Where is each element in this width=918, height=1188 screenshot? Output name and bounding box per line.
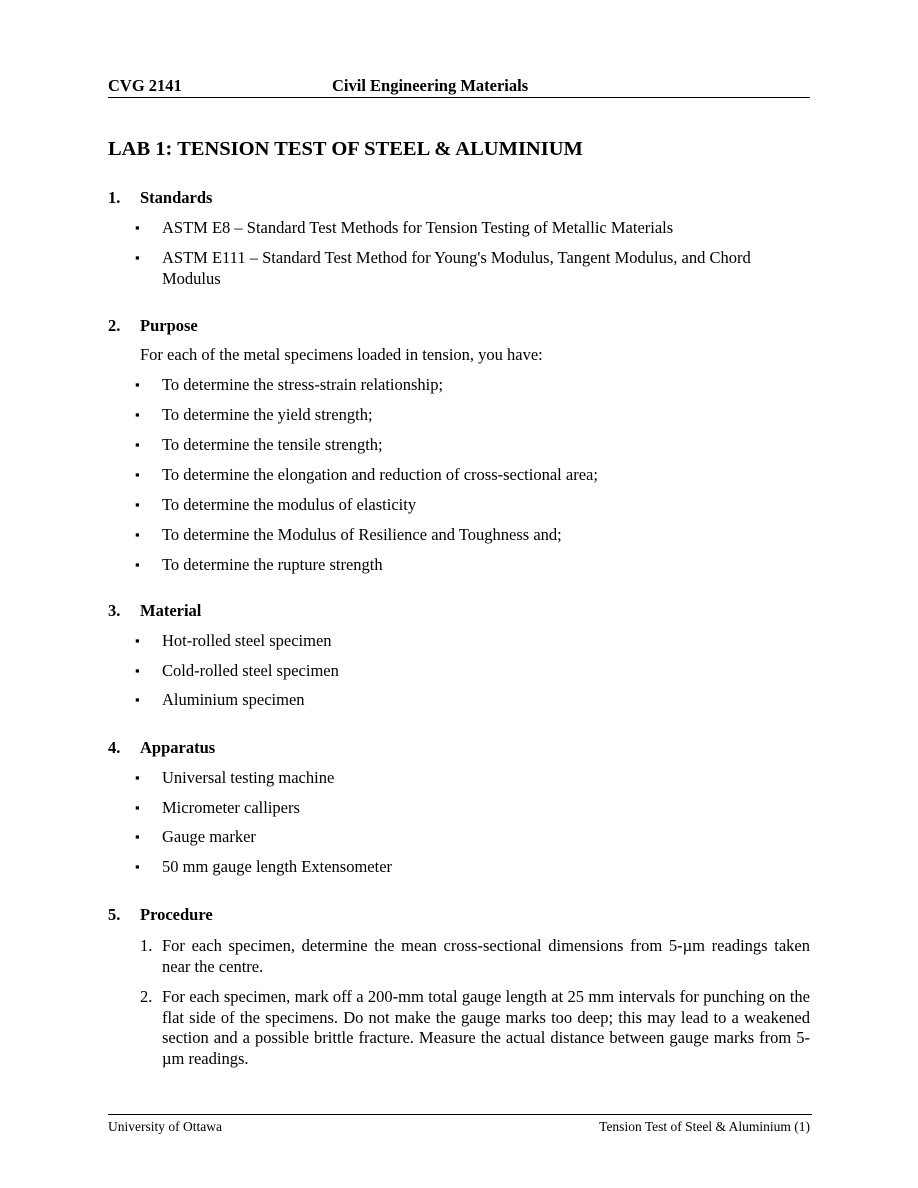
list-item: To determine the rupture strength (162, 555, 383, 574)
list-item: Micrometer callipers (162, 798, 300, 817)
list-item: ASTM E111 – Standard Test Method for Young's Modulus, Tangent Modulus, and Chord Modulus (162, 248, 751, 288)
list-item: ASTM E8 – Standard Test Methods for Tension Testing of Metallic Materials (162, 218, 674, 237)
section-number: 3. (108, 601, 121, 620)
bullet-icon: ▪ (135, 377, 140, 392)
section-intro: For each of the metal specimens loaded in tension, you have: (140, 345, 543, 364)
list-item: To determine the stress-strain relationship; (162, 375, 444, 394)
section-title-standards: Standards (140, 188, 213, 207)
list-item: Cold-rolled steel specimen (162, 661, 339, 680)
list-item: To determine the modulus of elasticity (162, 495, 417, 514)
bullet-icon: ▪ (135, 557, 140, 572)
course-code: CVG 2141 (108, 76, 182, 95)
footer-divider (108, 1114, 812, 1115)
bullet-icon: ▪ (135, 859, 140, 874)
footer-institution: University of Ottawa (108, 1119, 222, 1134)
list-item: Hot-rolled steel specimen (162, 631, 332, 650)
section-number: 2. (108, 316, 121, 335)
list-item: Gauge marker (162, 827, 256, 846)
course-name: Civil Engineering Materials (332, 76, 529, 95)
section-number: 1. (108, 188, 121, 207)
procedure-step: For each specimen, determine the mean cross-sectional dimensions from 5-µm readings taken near the centre. (162, 936, 810, 976)
list-item: Universal testing machine (162, 768, 335, 787)
bullet-icon: ▪ (135, 220, 140, 235)
bullet-icon: ▪ (135, 800, 140, 815)
bullet-icon: ▪ (135, 250, 140, 265)
list-item: To determine the yield strength; (162, 405, 373, 424)
section-number: 5. (108, 905, 121, 924)
bullet-icon: ▪ (135, 437, 140, 452)
bullet-icon: ▪ (135, 770, 140, 785)
section-number: 4. (108, 738, 121, 757)
bullet-icon: ▪ (135, 497, 140, 512)
step-number: 1. (140, 936, 153, 955)
bullet-icon: ▪ (135, 527, 140, 542)
list-item: Aluminium specimen (162, 690, 305, 709)
section-title-material: Material (140, 601, 202, 620)
list-item: To determine the tensile strength; (162, 435, 383, 454)
section-title-purpose: Purpose (140, 316, 198, 335)
footer-page-label: Tension Test of Steel & Aluminium (1) (599, 1119, 810, 1134)
section-title-apparatus: Apparatus (140, 738, 216, 757)
bullet-icon: ▪ (135, 663, 140, 678)
page-header (108, 74, 810, 98)
bullet-icon: ▪ (135, 829, 140, 844)
bullet-icon: ▪ (135, 467, 140, 482)
page-title: LAB 1: TENSION TEST OF STEEL & ALUMINIUM (108, 138, 583, 160)
section-title-procedure: Procedure (140, 905, 213, 924)
list-item: 50 mm gauge length Extensometer (162, 857, 393, 876)
step-number: 2. (140, 987, 153, 1006)
list-item: To determine the Modulus of Resilience and Toughness and; (162, 525, 562, 544)
bullet-icon: ▪ (135, 407, 140, 422)
procedure-step: For each specimen, mark off a 200-mm total gauge length at 25 mm intervals for punching on the flat side of the specimens. Do not make the gauge marks too deep; this may lead to a weakened section and a possible brittle fracture. Measure the actual distance between gauge marks from 5-µm readings. (162, 987, 810, 1068)
bullet-icon: ▪ (135, 633, 140, 648)
list-item: To determine the elongation and reduction of cross-sectional area; (162, 465, 598, 484)
bullet-icon: ▪ (135, 692, 140, 707)
